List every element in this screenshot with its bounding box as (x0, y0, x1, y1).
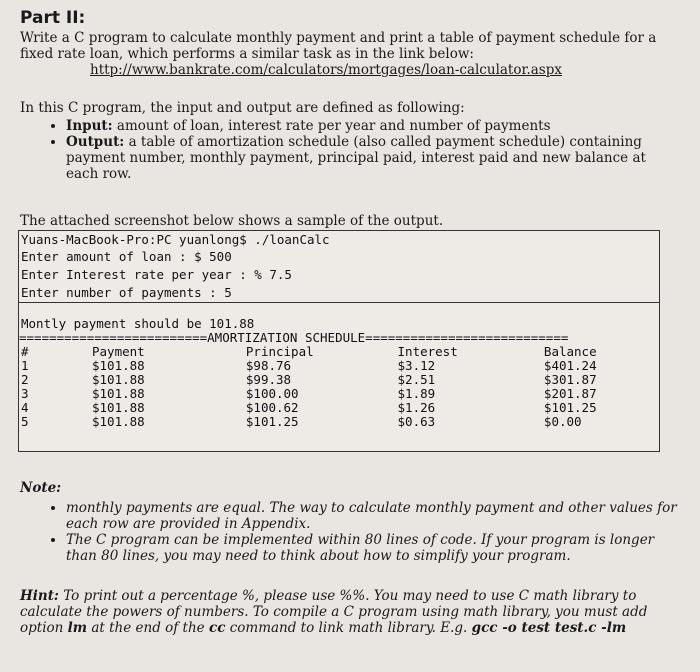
note-section (20, 480, 685, 564)
note-item: • monthly payments are equal. The way to calculate monthly payment and other values for each row are provided in Appendix. (66, 500, 685, 532)
table-row: 1 $101.88 $98.76 $3.12 $401.24 (21, 358, 597, 373)
bankrate-link[interactable]: http://www.bankrate.com/calculators/mortgages/loan-calculator.aspx (90, 62, 562, 78)
header-principal: Principal (245, 344, 314, 359)
schedule-header-row (19, 345, 659, 359)
header-number: # (21, 344, 29, 359)
table-row: 5 $101.88 $101.25 $0.63 $0.00 (21, 414, 582, 429)
terminal-line-4: Enter number of payments : 5 (21, 285, 232, 300)
intro-paragraph (20, 30, 680, 78)
table-row: 2 $101.88 $99.38 $2.51 $301.87 (21, 372, 597, 387)
table-row: 4 $101.88 $100.62 $1.26 $101.25 (21, 400, 597, 415)
desc-intro: In this C program, the input and output are defined as following: (20, 100, 465, 116)
hint-paragraph: Hint: To print out a percentage %, please use %%. You may need to use C math library to calculate the powers of numbers. To compile a C program using math library, you must add option lm at the end of the cc command to link math library. E.g. gcc -o test test.c -lm (20, 588, 648, 636)
part-title: Part II: (20, 8, 86, 28)
schedule-title: =========================AMORTIZATION SCHEDULE=========================== (19, 330, 569, 345)
note-list (20, 500, 685, 564)
hint-label: Hint: (20, 588, 59, 604)
note-item: • The C program can be implemented within 80 lines of code. If your program is longer than 80 lines, you may need to think about how to simplify your program. (66, 532, 685, 564)
screenshot-caption: The attached screenshot below shows a sample of the output. (20, 213, 444, 229)
note-label: Note: (20, 480, 62, 496)
schedule-table (19, 345, 659, 429)
intro-line-1: Write a C program to calculate monthly payment and print a table of payment schedule for a (20, 30, 657, 46)
terminal-line-1: Yuans-MacBook-Pro:PC yuanlong$ ./loanCalc (21, 232, 330, 247)
io-bullet-list (20, 118, 680, 182)
header-interest: Interest (397, 344, 458, 359)
hint-command: gcc -o test test.c -lm (471, 620, 627, 636)
terminal-screenshot (18, 230, 660, 452)
monthly-payment-line: Montly payment should be 101.88 (21, 316, 255, 331)
table-row: 3 $101.88 $100.00 $1.89 $201.87 (21, 386, 597, 401)
terminal-line-3: Enter Interest rate per year : % 7.5 (21, 267, 292, 282)
terminal-divider (19, 302, 659, 303)
intro-line-2: fixed rate loan, which performs a similar task as in the link below: (20, 46, 474, 62)
description (20, 100, 680, 182)
header-payment: Payment (92, 344, 145, 359)
bullet-input: • Input: amount of loan, interest rate per year and number of payments (66, 118, 680, 134)
bullet-output: • Output: a table of amortization schedule (also called payment schedule) containing payment number, monthly payment, principal paid, interest paid and new balance at each row. (66, 134, 680, 182)
terminal-line-2: Enter amount of loan : $ 500 (21, 249, 232, 264)
header-balance: Balance (543, 344, 597, 359)
